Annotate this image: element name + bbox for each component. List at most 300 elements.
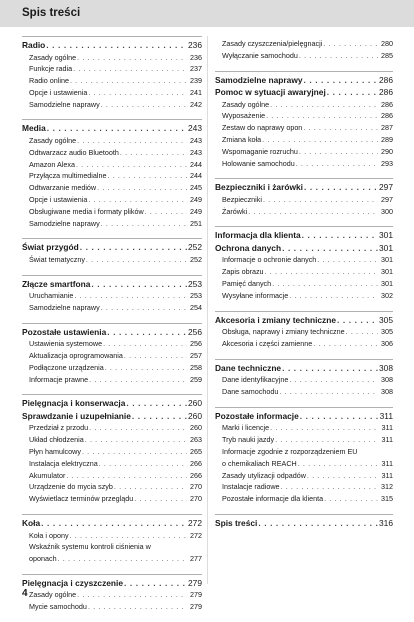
toc-entry[interactable] <box>22 99 202 111</box>
toc-entry-title: Dane identyfikacyjne <box>222 375 289 385</box>
toc-entry-page: 237 <box>190 64 202 74</box>
toc-section <box>22 514 202 565</box>
toc-entry-page: 290 <box>381 146 393 156</box>
toc-entry[interactable] <box>22 170 202 182</box>
toc-entry[interactable] <box>215 134 393 146</box>
toc-entry-title: Zapis obrazu <box>222 267 264 277</box>
toc-section <box>215 407 393 505</box>
toc-entry-title: Wyposażenie <box>222 111 266 121</box>
toc-entry-title: Odtwarzanie mediów <box>29 183 97 193</box>
toc-entry-title: Zasady ogólne <box>29 590 77 600</box>
toc-entry-page: 311 <box>379 410 393 421</box>
toc-entry-page: 305 <box>381 327 393 337</box>
dot-leader <box>145 206 187 218</box>
toc-entry-title: Holowanie samochodu <box>222 158 295 168</box>
dot-leader <box>85 434 187 446</box>
toc-entry[interactable] <box>215 122 393 134</box>
toc-entry-title: Koła <box>22 518 41 529</box>
toc-chapter[interactable] <box>22 278 202 291</box>
toc-section <box>22 119 202 229</box>
toc-entry[interactable] <box>215 146 393 158</box>
toc-section <box>215 359 393 398</box>
toc-entry-title: Pielęgnacja i czyszczenie <box>22 577 124 588</box>
toc-entry-title: Samodzielne naprawy <box>29 99 100 109</box>
dot-leader <box>120 147 187 159</box>
toc-entry-page: 301 <box>381 255 393 265</box>
toc-entry-page: 286 <box>379 87 393 98</box>
toc-entry-title: Sprawdzanie i uzupełnianie <box>22 410 131 421</box>
dot-leader <box>299 50 378 62</box>
toc-entry-page: 315 <box>381 494 393 504</box>
toc-entry-page: 289 <box>381 134 393 144</box>
toc-entry-title: Układ chłodzenia <box>29 435 84 445</box>
toc-entry-page: 311 <box>381 435 393 445</box>
dot-leader <box>80 241 187 254</box>
dot-leader <box>248 206 378 218</box>
toc-entry-page: 285 <box>381 50 393 60</box>
toc-section <box>215 71 393 170</box>
toc-entry-page: 243 <box>188 123 202 134</box>
dot-leader <box>299 146 378 158</box>
toc-entry-page: 254 <box>190 302 202 312</box>
toc-entry[interactable] <box>215 446 393 470</box>
toc-entry-page: 257 <box>190 351 202 361</box>
toc-entry-title: Akcesoria i zmiany techniczne <box>215 314 337 325</box>
toc-entry-title: Bezpieczniki <box>222 194 262 204</box>
toc-entry-page: 301 <box>379 242 393 253</box>
toc-entry[interactable] <box>22 374 202 386</box>
toc-entry-title: Wysyłane informacje <box>222 290 289 300</box>
toc-entry[interactable] <box>22 541 202 565</box>
toc-entry[interactable] <box>22 470 202 482</box>
toc-entry-title: Opcje i ustawienia <box>29 87 88 97</box>
toc-entry[interactable] <box>215 374 393 386</box>
toc-entry-title: Akcesoria i części zamienne <box>222 338 313 348</box>
toc-entry-title: Podłączone urządzenia <box>29 362 104 372</box>
toc-right-column <box>215 36 393 538</box>
toc-chapter[interactable] <box>22 397 202 410</box>
dot-leader <box>289 374 378 386</box>
toc-entry-title: Samodzielne naprawy <box>29 218 100 228</box>
toc-entry-page: 260 <box>188 398 202 409</box>
toc-entry[interactable] <box>215 206 393 218</box>
toc-entry-title: Płyn hamulcowy <box>29 447 81 457</box>
toc-entry[interactable] <box>215 99 393 111</box>
dot-leader <box>258 517 378 530</box>
dot-leader <box>101 218 187 230</box>
toc-chapter[interactable] <box>215 229 393 242</box>
toc-entry-page: 244 <box>190 159 202 169</box>
toc-entry-title: Wyświetlacz terminów przeglądu <box>29 494 134 504</box>
toc-chapter[interactable] <box>22 517 202 530</box>
toc-entry-page: 266 <box>190 470 202 480</box>
dot-leader <box>346 326 378 338</box>
toc-entry-title: Wspomaganie rozruchu <box>222 146 298 156</box>
toc-entry-title: Dane samochodu <box>222 387 279 397</box>
dot-leader <box>99 458 187 470</box>
toc-entry-page: 244 <box>190 171 202 181</box>
page-number: 4 <box>22 588 28 599</box>
toc-entry-page: 286 <box>379 74 393 85</box>
toc-entry-page: 311 <box>381 470 393 480</box>
toc-entry[interactable] <box>22 302 202 314</box>
toc-section <box>215 226 393 301</box>
toc-chapter[interactable] <box>22 577 202 590</box>
dot-leader <box>74 290 187 302</box>
toc-entry-title: Media <box>22 123 46 134</box>
dot-leader <box>103 338 187 350</box>
toc-entry-title: Zestaw do naprawy opon <box>222 123 303 133</box>
toc-entry-page: 311 <box>381 458 393 468</box>
toc-chapter[interactable] <box>22 410 202 423</box>
dot-leader <box>298 458 378 470</box>
toc-entry-title: Radio <box>22 40 46 50</box>
toc-entry-title: Świat przygód <box>22 242 79 253</box>
toc-entry[interactable] <box>22 481 202 493</box>
toc-entry-page: 241 <box>190 87 202 97</box>
dot-leader <box>47 122 187 135</box>
toc-entry-page: 249 <box>190 206 202 216</box>
dot-leader <box>302 229 378 242</box>
toc-entry[interactable] <box>215 422 393 434</box>
dot-leader <box>296 158 378 170</box>
toc-entry[interactable] <box>22 589 202 601</box>
toc-entry-page: 256 <box>190 339 202 349</box>
dot-leader <box>105 362 187 374</box>
toc-entry-page: 266 <box>190 458 202 468</box>
toc-entry-title: Samodzielne naprawy <box>215 74 303 85</box>
toc-chapter[interactable] <box>215 242 393 255</box>
dot-leader <box>97 182 187 194</box>
toc-entry-title: Pozostałe informacje dla klienta <box>222 494 324 504</box>
dot-leader <box>270 99 378 111</box>
toc-entry-page: 260 <box>190 423 202 433</box>
toc-entry-title: Zasady ogólne <box>29 135 77 145</box>
toc-chapter[interactable] <box>215 410 393 423</box>
toc-entry-title: Samodzielne naprawy <box>29 302 100 312</box>
toc-entry-title: Przyłącza multimedialne <box>29 171 107 181</box>
toc-entry-page: 243 <box>190 135 202 145</box>
dot-leader <box>66 470 187 482</box>
dot-leader <box>282 242 378 255</box>
toc-entry-page: 301 <box>381 279 393 289</box>
toc-entry-page: 308 <box>381 375 393 385</box>
dot-leader <box>132 410 187 423</box>
toc-entry[interactable] <box>215 481 393 493</box>
toc-entry[interactable] <box>22 182 202 194</box>
dot-leader <box>77 52 187 64</box>
dot-leader <box>313 338 378 350</box>
toc-entry[interactable] <box>22 135 202 147</box>
toc-entry-title: Zasady czyszczenia/pielęgnacji <box>222 39 323 48</box>
toc-entry-page: 305 <box>379 314 393 325</box>
dot-leader <box>89 374 187 386</box>
toc-entry[interactable] <box>215 158 393 170</box>
toc-section <box>22 238 202 265</box>
toc-chapter[interactable] <box>22 39 202 52</box>
toc-entry-page: 293 <box>381 158 393 168</box>
dot-leader <box>82 446 187 458</box>
toc-entry-page: 286 <box>381 99 393 109</box>
toc-entry-title: Pamięć danych <box>222 279 272 289</box>
toc-entry-title: Instalacja elektryczna <box>29 458 98 468</box>
dot-leader <box>265 266 378 278</box>
toc-entry-title: Pomoc w sytuacji awaryjnej <box>215 87 326 98</box>
toc-entry-page: 249 <box>190 194 202 204</box>
dot-leader <box>304 181 378 194</box>
toc-section <box>22 275 202 314</box>
toc-entry-page: 272 <box>188 518 202 529</box>
toc-entry[interactable] <box>215 290 393 302</box>
dot-leader <box>126 397 187 410</box>
column-divider <box>207 36 208 584</box>
toc-entry[interactable] <box>22 458 202 470</box>
toc-entry[interactable] <box>22 63 202 75</box>
toc-entry-title: Pozostałe ustawienia <box>22 326 107 337</box>
toc-entry-title: Akumulator <box>29 470 66 480</box>
dot-leader <box>101 302 187 314</box>
dot-leader <box>70 75 187 87</box>
toc-entry[interactable] <box>215 338 393 350</box>
dot-leader <box>282 362 378 375</box>
toc-entry[interactable] <box>215 38 393 50</box>
dot-leader <box>58 553 187 565</box>
toc-entry[interactable] <box>22 194 202 206</box>
toc-entry-page: 279 <box>188 577 202 588</box>
dot-leader <box>289 290 378 302</box>
dot-leader <box>86 254 187 266</box>
dot-leader <box>77 589 187 601</box>
toc-entry-title: Obsługiwane media i formaty plików <box>29 206 144 216</box>
toc-entry-page: 301 <box>381 267 393 277</box>
dot-leader <box>281 481 378 493</box>
toc-entry-page: 260 <box>188 410 202 421</box>
dot-leader <box>317 254 378 266</box>
toc-entry-page: 245 <box>190 183 202 193</box>
toc-entry-page: 302 <box>381 290 393 300</box>
toc-entry-page: 270 <box>190 494 202 504</box>
toc-entry[interactable] <box>22 218 202 230</box>
toc-entry[interactable] <box>215 110 393 122</box>
toc-entry-title: Urządzenie do mycia szyb <box>29 482 113 492</box>
toc-entry-page: 251 <box>190 218 202 228</box>
dot-leader <box>323 38 378 50</box>
toc-entry-page: 297 <box>379 182 393 193</box>
toc-section <box>215 311 393 350</box>
toc-entry[interactable] <box>22 290 202 302</box>
toc-section <box>22 394 202 505</box>
dot-leader <box>124 577 187 590</box>
toc-section <box>215 178 393 217</box>
dot-leader <box>337 314 378 327</box>
page-header-title: Spis treści <box>22 7 81 19</box>
toc-entry[interactable] <box>215 194 393 206</box>
toc-entry-page: 252 <box>190 254 202 264</box>
toc-entry-title: Zasady ogólne <box>222 99 270 109</box>
toc-entry-page: 263 <box>190 435 202 445</box>
toc-entry[interactable] <box>22 75 202 87</box>
toc-entry[interactable] <box>215 470 393 482</box>
toc-entry-title: Funkcje radia <box>29 64 73 74</box>
dot-leader <box>114 481 187 493</box>
toc-entry-page: 316 <box>379 517 393 528</box>
toc-entry[interactable] <box>215 326 393 338</box>
toc-entry-page: 236 <box>190 52 202 62</box>
dot-leader <box>270 422 378 434</box>
toc-entry-page: 277 <box>190 554 202 564</box>
toc-chapter[interactable] <box>22 326 202 339</box>
dot-leader <box>272 278 378 290</box>
toc-entry-title: Informacja dla klienta <box>215 230 301 241</box>
dot-leader <box>134 493 187 505</box>
dot-leader <box>124 350 187 362</box>
dot-leader <box>88 194 187 206</box>
toc-entry-title: oponach <box>29 554 57 564</box>
dot-leader <box>107 326 187 339</box>
toc-entry-page: 259 <box>190 374 202 384</box>
toc-entry[interactable] <box>22 493 202 505</box>
toc-entry-page: 287 <box>381 123 393 133</box>
toc-entry[interactable] <box>215 434 393 446</box>
toc-entry-title: Amazon Alexa <box>29 159 75 169</box>
toc-entry-last-line <box>222 458 393 470</box>
toc-chapter[interactable] <box>22 241 202 254</box>
toc-entry-title: Ochrona danych <box>215 242 282 253</box>
toc-entry-page: 280 <box>381 39 393 48</box>
dot-leader <box>275 434 378 446</box>
toc-entry-page: 312 <box>381 482 393 492</box>
toc-entry-page: 253 <box>190 291 202 301</box>
toc-entry[interactable] <box>22 52 202 64</box>
dot-leader <box>266 110 378 122</box>
toc-entry-page: 242 <box>190 99 202 109</box>
toc-entry[interactable] <box>215 254 393 266</box>
toc-entry[interactable] <box>22 446 202 458</box>
toc-entry[interactable] <box>22 530 202 542</box>
toc-chapter[interactable] <box>215 362 393 375</box>
toc-entry-title: Tryb nauki jazdy <box>222 435 275 445</box>
toc-entry-page: 243 <box>190 147 202 157</box>
toc-entry-page: 301 <box>379 230 393 241</box>
toc-section <box>215 36 393 62</box>
toc-entry[interactable] <box>215 50 393 62</box>
dot-leader <box>263 194 378 206</box>
dot-leader <box>327 86 378 99</box>
toc-entry[interactable] <box>22 147 202 159</box>
toc-entry-page: 300 <box>381 206 393 216</box>
toc-entry[interactable] <box>215 266 393 278</box>
toc-entry-title: Mycie samochodu <box>29 602 87 612</box>
toc-entry[interactable] <box>22 338 202 350</box>
toc-chapter[interactable] <box>22 122 202 135</box>
toc-entry-title: Radio online <box>29 76 69 86</box>
toc-entry-title: Żarówki <box>222 206 248 216</box>
toc-entry-page: 311 <box>381 423 393 433</box>
dot-leader <box>303 122 378 134</box>
toc-entry-title: Informacje prawne <box>29 374 89 384</box>
toc-chapter[interactable] <box>215 314 393 327</box>
dot-leader <box>41 517 187 530</box>
toc-entry-title: Koła i opony <box>29 530 69 540</box>
toc-entry-page: 258 <box>190 362 202 372</box>
toc-entry[interactable] <box>22 206 202 218</box>
toc-entry-page: 253 <box>188 278 202 289</box>
toc-entry[interactable] <box>215 278 393 290</box>
toc-entry[interactable] <box>22 434 202 446</box>
toc-entry-page: 252 <box>188 242 202 253</box>
toc-entry-page: 272 <box>190 530 202 540</box>
toc-entry-title: Odtwarzacz audio Bluetooth <box>29 147 119 157</box>
toc-entry-last-line <box>29 553 202 565</box>
toc-entry-title: Złącze smartfona <box>22 278 91 289</box>
dot-leader <box>88 87 187 99</box>
toc-entry[interactable] <box>215 386 393 398</box>
toc-entry[interactable] <box>215 493 393 505</box>
toc-left-column <box>22 36 202 622</box>
dot-leader <box>324 493 378 505</box>
toc-section <box>22 36 202 110</box>
toc-entry[interactable] <box>22 601 202 613</box>
toc-entry[interactable] <box>22 350 202 362</box>
dot-leader <box>88 601 187 613</box>
toc-entry[interactable] <box>22 87 202 99</box>
dot-leader <box>279 386 378 398</box>
toc-chapter[interactable] <box>215 181 393 194</box>
toc-chapter[interactable] <box>215 74 393 87</box>
dot-leader <box>73 63 187 75</box>
toc-entry-title: Przedział z przodu <box>29 423 89 433</box>
dot-leader <box>300 410 378 423</box>
toc-entry-title: o chemikaliach REACH <box>222 458 297 468</box>
toc-entry-title-line: Informacje zgodnie z rozporządzeniem EU <box>222 446 358 456</box>
toc-entry-title: Aktualizacja oprogramowania <box>29 351 123 361</box>
dot-leader <box>91 278 187 291</box>
toc-chapter[interactable] <box>215 86 393 99</box>
dot-leader <box>108 170 188 182</box>
toc-entry-title: Opcje i ustawienia <box>29 194 88 204</box>
dot-leader <box>304 74 379 87</box>
toc-entry-page: 256 <box>188 326 202 337</box>
toc-entry-page: 265 <box>190 447 202 457</box>
toc-entry[interactable] <box>22 159 202 171</box>
dot-leader <box>46 39 187 52</box>
toc-entry-page: 239 <box>190 76 202 86</box>
toc-entry-page: 279 <box>190 602 202 612</box>
toc-entry-page: 308 <box>379 362 393 373</box>
dot-leader <box>70 530 187 542</box>
toc-entry-title: Obsługa, naprawy i zmiany techniczne <box>222 327 345 337</box>
toc-entry-page: 306 <box>381 338 393 348</box>
toc-entry-page: 286 <box>381 111 393 121</box>
toc-entry-title: Ustawienia systemowe <box>29 339 103 349</box>
toc-entry-title: Zasady ogólne <box>29 52 77 62</box>
toc-entry-title: Pozostałe informacje <box>215 410 299 421</box>
toc-entry[interactable] <box>22 362 202 374</box>
dot-leader <box>262 134 378 146</box>
toc-entry-title: Instalacje radiowe <box>222 482 280 492</box>
toc-entry-title: Wyłączanie samochodu <box>222 50 298 60</box>
toc-entry[interactable] <box>22 422 202 434</box>
toc-entry[interactable] <box>22 254 202 266</box>
toc-entry-title: Dane techniczne <box>215 362 282 373</box>
dot-leader <box>101 99 187 111</box>
toc-entry-title: Zmiana koła <box>222 134 262 144</box>
toc-chapter[interactable] <box>215 517 393 530</box>
dot-leader <box>77 135 187 147</box>
dot-leader <box>89 422 187 434</box>
toc-entry-title: Marki i licencje <box>222 423 270 433</box>
toc-section <box>22 574 202 613</box>
